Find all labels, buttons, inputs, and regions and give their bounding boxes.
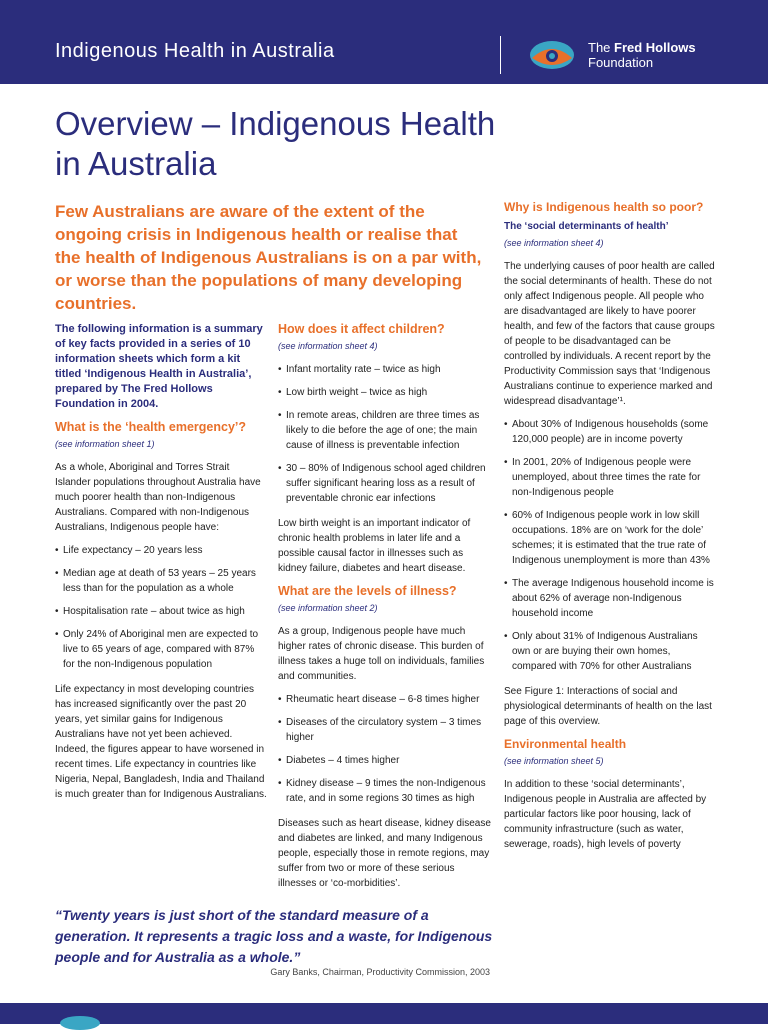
bullet-list (278, 362, 491, 506)
bullet-icon: • (278, 410, 282, 421)
bullet-icon: • (504, 419, 508, 430)
body-paragraph: See Figure 1: Interactions of social and physiological determinants of health on the last page of this overview. (504, 686, 712, 727)
list-item (55, 604, 267, 619)
pull-quote: “Twenty years is just short of the standard measure of a generation. It represents a tragic loss and a waste, for Indigenous people and for Australia as a whole.” (55, 907, 493, 965)
list-item-text: Diabetes – 4 times higher (286, 755, 400, 766)
bullet-list (504, 417, 716, 674)
column-left (55, 322, 267, 810)
body-paragraph: As a whole, Aboriginal and Torres Strait Islander populations throughout Australia have much poorer health than non-Indigenous Australians. Compared with non-Indigenous Australians, Indigenous people have: (55, 462, 261, 533)
brand-bold: Fred Hollows (614, 40, 696, 55)
bullet-icon: • (504, 578, 508, 589)
column-right (504, 200, 716, 860)
list-item (278, 753, 491, 768)
section-heading-illness: What are the levels of illness? (278, 584, 457, 598)
list-item (55, 566, 267, 596)
header-divider (500, 36, 501, 74)
list-item-text: Kidney disease – 9 times the non-Indigenous rate, and in some regions 30 times as high (286, 778, 486, 804)
title-line1: Overview – Indigenous Health (55, 105, 496, 142)
section-heading-why-poor: Why is Indigenous health so poor? (504, 200, 704, 214)
list-item (278, 776, 491, 806)
body-paragraph: In addition to these ‘social determinants’, Indigenous people in Australia are affected by particular factors like poor housing, lack of community infrastructure (such as water, sewerage, roads), high levels of poverty (504, 779, 707, 850)
bullet-icon: • (278, 755, 282, 766)
quote-attribution: Gary Banks, Chairman, Productivity Commission, 2003 (270, 967, 490, 977)
body-paragraph: Low birth weight is an important indicator of chronic health problems in later life and a possible causal factor in illnesses such as kidney failure, diabetes and heart disease. (278, 518, 471, 574)
bullet-icon: • (278, 778, 282, 789)
list-item (55, 543, 267, 558)
list-item-text: Hospitalisation rate – about twice as high (63, 606, 245, 617)
section-heading-health-emergency: What is the ‘health emergency’? (55, 420, 247, 434)
title-line2: in Australia (55, 145, 217, 182)
list-item-text: Infant mortality rate – twice as high (286, 364, 441, 375)
list-item (504, 576, 716, 621)
list-item (278, 362, 491, 377)
bullet-icon: • (278, 717, 282, 728)
list-item-text: 60% of Indigenous people work in low skill occupations. 18% are on ‘work for the dole’ schemes; it is estimated that the true rate of Indigenous unemployment is more than 43% (512, 510, 710, 566)
bullet-list (55, 543, 267, 672)
body-paragraph: The underlying causes of poor health are called the social determinants of health. These do not only affect Indigenous people. All people who are disadvantaged are likely to have poorer health, and few of the factors that cause groups of people to be disadvantaged can be controlled by individuals. A recent report by the Productivity Commission says that ‘Indigenous Australians continue to experience marked and widespread disadvantage’¹. (504, 261, 715, 407)
list-item-text: The average Indigenous household income is about 62% of average non-Indigenous household income (512, 578, 714, 619)
fred-hollows-logo-icon (526, 38, 578, 72)
body-paragraph: Life expectancy in most developing countries has increased significantly over the past 20 years, yet similar gains for Indigenous Australians have not yet been achieved. Indeed, the figures appear to have worsened in recent times. Life expectancy in countries like Nigeria, Nepal, Bangladesh, India and Thailand is much greater than for Indigenous Australians. (55, 684, 267, 800)
bullet-icon: • (278, 463, 282, 474)
list-item-text: Median age at death of 53 years – 25 years less than for the population as a whole (63, 568, 256, 594)
list-item (504, 629, 716, 674)
info-sheet-reference: (see information sheet 4) (278, 341, 378, 351)
bullet-icon: • (504, 631, 508, 642)
bullet-icon: • (55, 568, 59, 579)
list-item (278, 461, 491, 506)
footer-logo-icon (60, 1016, 100, 1030)
list-item-text: Only 24% of Aboriginal men are expected to live to 65 years of age, compared with 87% for the non-Indigenous population (63, 629, 259, 670)
bullet-icon: • (278, 694, 282, 705)
bullet-icon: • (55, 629, 59, 640)
column-middle (278, 322, 491, 899)
header-title: Indigenous Health in Australia (55, 40, 335, 62)
bullet-list (278, 692, 491, 806)
bullet-icon: • (55, 545, 59, 556)
list-item-text: Life expectancy – 20 years less (63, 545, 203, 556)
list-item-text: Diseases of the circulatory system – 3 times higher (286, 717, 482, 743)
list-item-text: Low birth weight – twice as high (286, 387, 428, 398)
brand-line2: Foundation (588, 55, 654, 70)
list-item-text: Rheumatic heart disease – 6-8 times higher (286, 694, 480, 705)
brand-name (588, 40, 696, 70)
list-item (55, 627, 267, 672)
list-item (504, 417, 716, 447)
intro-paragraph: The following information is a summary of key facts provided in a series of 10 information sheets which form a kit titled ‘Indigenous Health in Australia’, prepared by The Fred Hollows Foundation in 2004. (55, 323, 263, 410)
page-title (55, 104, 675, 184)
body-paragraph: As a group, Indigenous people have much higher rates of chronic disease. This burden of illness takes a huge toll on individuals, families and communities. (278, 626, 485, 682)
list-item (278, 715, 491, 745)
list-item-text: In 2001, 20% of Indigenous people were unemployed, about three times the rate for non-Indigenous people (512, 457, 701, 498)
section-heading-environmental-health: Environmental health (504, 737, 627, 751)
info-sheet-reference: (see information sheet 4) (504, 238, 604, 248)
brand-prefix: The (588, 40, 615, 55)
bullet-icon: • (278, 387, 282, 398)
list-item (504, 508, 716, 568)
subheading-social-determinants: The ‘social determinants of health’ (504, 221, 669, 232)
info-sheet-reference: (see information sheet 1) (55, 439, 155, 449)
list-item-text: 30 – 80% of Indigenous school aged children suffer significant hearing loss as a result of preventable chronic ear infections (286, 463, 486, 504)
list-item-text: In remote areas, children are three times as likely to die before the age of one; the main cause of illness is preventable infection (286, 410, 480, 451)
section-heading-children: How does it affect children? (278, 322, 445, 336)
info-sheet-reference: (see information sheet 2) (278, 603, 378, 613)
bullet-icon: • (504, 510, 508, 521)
body-paragraph: Diseases such as heart disease, kidney disease and diabetes are linked, and many Indigenous people, especially those in remote regions, may suffer from two or more of these serious illnesses or ‘co-morbidities’. (278, 818, 491, 889)
list-item (278, 385, 491, 400)
info-sheet-reference: (see information sheet 5) (504, 756, 604, 766)
lead-paragraph: Few Australians are aware of the extent of the ongoing crisis in Indigenous health or realise that the health of Indigenous Australians is on a par with, or worse than the populations of many developing countries. (55, 202, 482, 313)
list-item (278, 408, 491, 453)
list-item-text: About 30% of Indigenous households (some 120,000 people) are in income poverty (512, 419, 709, 445)
page-footer (0, 1003, 768, 1024)
bullet-icon: • (55, 606, 59, 617)
bullet-icon: • (278, 364, 282, 375)
list-item-text: Only about 31% of Indigenous Australians own or are buying their own homes, compared with 70% for other Australians (512, 631, 698, 672)
list-item (278, 692, 491, 707)
bullet-icon: • (504, 457, 508, 468)
list-item (504, 455, 716, 500)
